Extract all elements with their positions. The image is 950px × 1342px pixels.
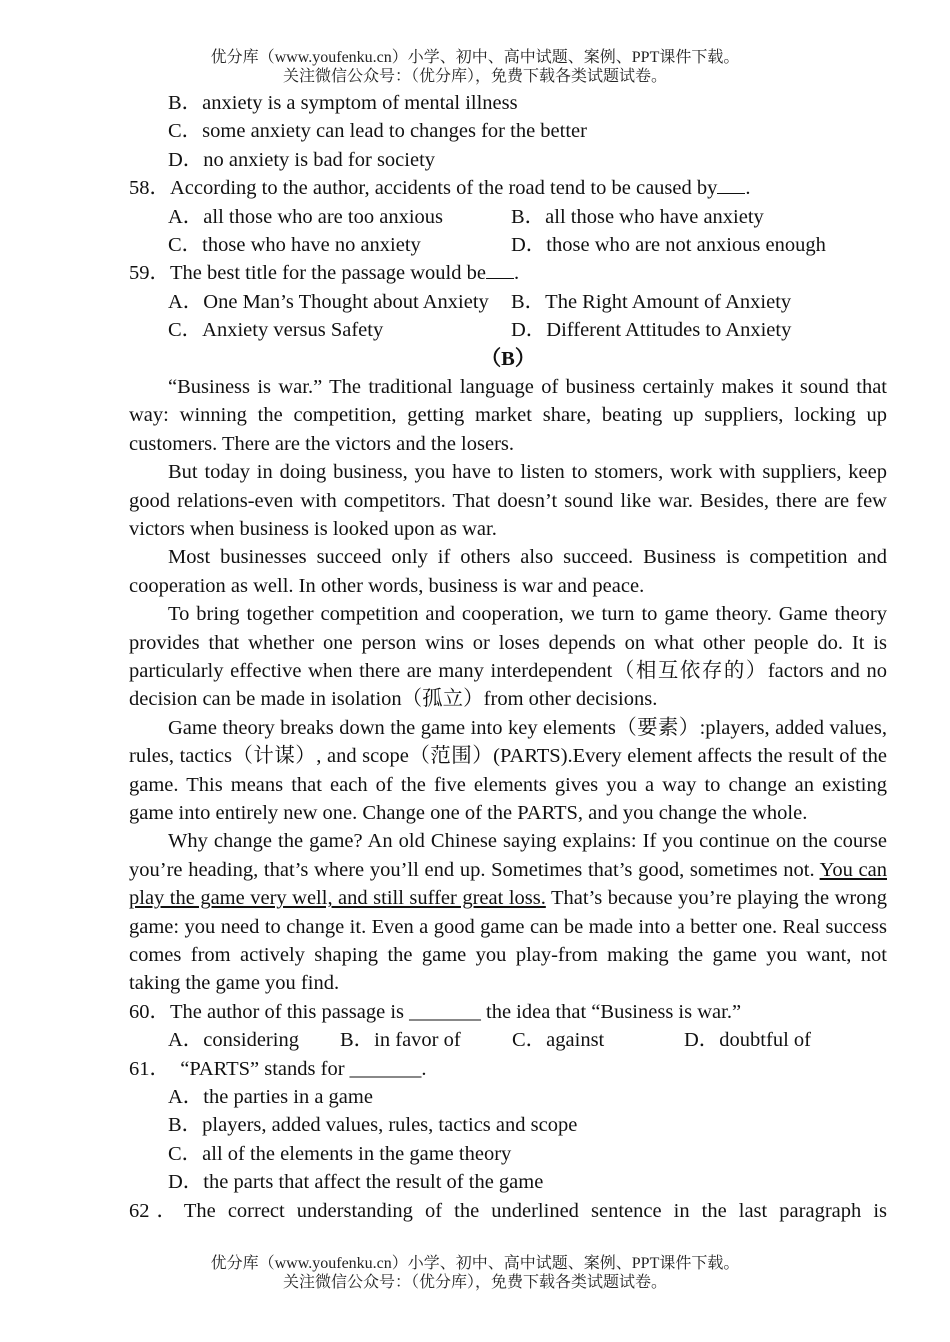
q62-stem: 62．The correct understanding of the underlined sentence in the last paragraph is (129, 1199, 887, 1222)
q58-options-row-2 (129, 231, 887, 259)
q59-options-row-2 (129, 316, 887, 344)
footer-line-2: 关注微信公众号：（优分库），免费下载各类试题试卷。 (282, 1274, 667, 1291)
q61-blank: _______ (349, 1057, 422, 1080)
page-footer (0, 1254, 950, 1292)
passage-paragraph-2: But today in doing business, you have to listen to stomers, work with suppliers, keep good relations-even with competitors. That doesn’t sound like war. Besides, there are few victors when business is looked upon as war. (129, 461, 887, 540)
q60-option-c: C．against (512, 1029, 605, 1052)
q60-options (129, 1026, 887, 1054)
q59-option-b: B．The Right Amount of Anxiety (511, 290, 792, 313)
q58-stem: 58．According to the author, accidents of the road tend to be caused by . (129, 177, 751, 200)
passage-paragraph-6: Why change the game? An old Chinese saying explains: If you continue on the course you’re heading, that’s where you’ll end up. Sometimes that’s good, sometimes not. You can play the game very well, and still suffer great loss. That’s because you’re playing the wrong game: you need to change it. Even a good game can be made into a better one. Real success comes from actively shaping the game you play-from making the game you want, not taking the game you find. (129, 830, 887, 995)
q58-options-row-1 (129, 203, 887, 231)
q58-blank (717, 175, 745, 194)
q59-option-a: A．One Man’s Thought about Anxiety (168, 290, 489, 313)
q58-option-a: A．all those who are too anxious (168, 205, 443, 228)
passage-paragraph-3: Most businesses succeed only if others also succeed. Business is competition and cooperation as well. In other words, business is war and peace. (129, 546, 887, 597)
underlined-sentence: You can play the game very well, and still suffer great loss. (129, 858, 887, 910)
q57-option-b: B．anxiety is a symptom of mental illness (168, 92, 518, 114)
q59-options-row-1 (129, 288, 887, 316)
q60-blank: _______ (409, 1000, 481, 1023)
q61-option-a: A．the parties in a game (168, 1086, 373, 1109)
q61-option-b: B．players, added values, rules, tactics and scope (168, 1114, 578, 1137)
footer-line-1: 优分库（www.youfenku.cn）小学、初中、高中试题、案例、PPT课件下载。 (210, 1255, 740, 1272)
q60-option-b: B．in favor of (340, 1029, 461, 1052)
q61-option-c: C．all of the elements in the game theory (168, 1142, 512, 1165)
q57-option-c: C．some anxiety can lead to changes for the better (168, 120, 587, 143)
q58-option-d: D．those who are not anxious enough (511, 233, 826, 256)
q59-blank (486, 260, 514, 279)
q57-option-d: D．no anxiety is bad for society (168, 148, 436, 171)
passage-paragraph-1: “Business is war.” The traditional language of business certainly makes it sound that way: winning the competition, getting market share, beating up suppliers, locking up customers. There are the victors and the losers. (129, 375, 887, 455)
section-b-title: （B） (480, 347, 536, 370)
q58-option-c: C．those who have no anxiety (168, 233, 421, 256)
document-body (129, 89, 887, 1225)
q59-stem: 59．The best title for the passage would be . (129, 262, 520, 285)
q61-option-d: D．the parts that affect the result of the game (168, 1171, 544, 1194)
q60-option-d: D．doubtful of (684, 1029, 811, 1052)
q58-option-b: B．all those who have anxiety (511, 205, 764, 228)
passage-paragraph-4: To bring together competition and cooperation, we turn to game theory. Game theory provides that whether one person wins or loses depends on what other people do. It is particularly effective when there are many interdependent（相互依存的）factors and no decision can be made in isolation（孤立）from other decisions. (129, 603, 887, 711)
q61-stem: 61． “PARTS” stands for _______. (129, 1057, 427, 1080)
q59-option-d: D．Different Attitudes to Anxiety (511, 319, 792, 342)
q60-stem: 60．The author of this passage is _______ the idea that “Business is war.” (129, 1000, 742, 1023)
header-line-2: 关注微信公众号：（优分库），免费下载各类试题试卷。 (282, 68, 667, 85)
page-header (0, 48, 950, 86)
passage-paragraph-5: Game theory breaks down the game into key elements（要素）:players, added values, rules, tactics（计谋）, and scope（范围）(PARTS).Every element affects the result of the game. This means that each of the five elements gives you a way to change an existing game into entirely new one. Change one of the PARTS, and you change the whole. (129, 716, 887, 824)
q59-option-c: C．Anxiety versus Safety (168, 319, 384, 342)
header-line-1: 优分库（www.youfenku.cn）小学、初中、高中试题、案例、PPT课件下载。 (210, 49, 740, 66)
q60-option-a: A．considering (168, 1029, 299, 1052)
